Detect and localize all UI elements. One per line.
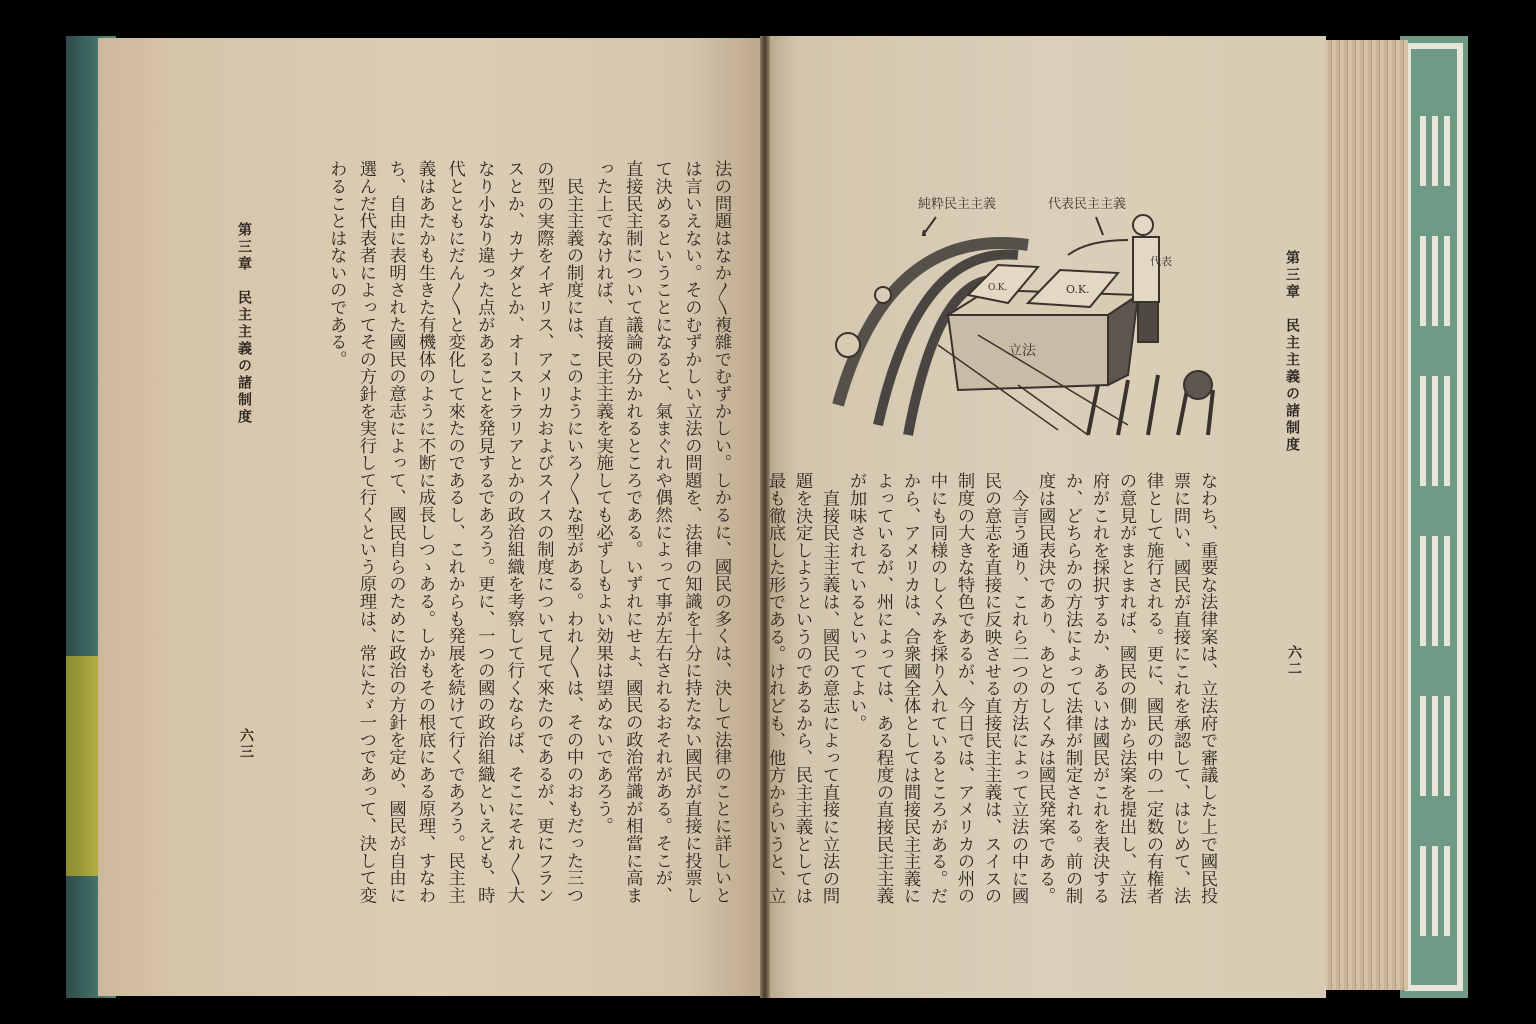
paper-ok-right: O.K. [1066,283,1090,296]
left-running-header: 第三章 民主主義の諸制度 [236,222,252,426]
text-line: 題を決定しようというのであるから、民主主義としては [792,472,812,905]
left-page-number: 六三 [238,728,254,760]
right-running-header: 第三章 民主主義の諸制度 [1284,250,1300,454]
text-line: ち、自由に表明された國民の意志によって、國民自らのために政治の方針を定め、國民が自由に [385,160,406,904]
book-cover-right-edge [1400,36,1468,998]
text-line: が加味されているといってよい。 [846,472,866,732]
cartoon-drawing [828,185,1238,450]
cartoon-illustration [828,185,1238,450]
text-line: わることはないのである。 [326,160,347,368]
text-line: か、どちらかの方法によって法律が制定される。前の制 [1062,472,1082,905]
text-line: 民主主義の制度には、このようにいろ〱な型がある。われ〱は、その中のおもだった三つ [563,160,584,904]
text-line: 今言う通り、これら二つの方法によって立法の中に國 [1008,472,1028,905]
text-line: の意見がまとまれば、國民の側から法案を提出し、立法 [1116,472,1136,905]
text-line: 律として施行される。更に、國民の中の一定数の有権者 [1143,472,1163,905]
label-representative-democracy: 代表民主主義 [1048,197,1127,212]
text-line: の型の実際をイギリス、アメリカおよびスイスの制度について見て來たのであるが、更にフラン [533,160,554,904]
text-line: 度は國民表決であり、あとのしくみは國民発案である。 [1035,472,1055,905]
figure-sash-label: 代表 [1150,255,1172,268]
text-line: 府がこれを採択するか、あるいは國民がこれを表決する [1089,472,1109,905]
text-line: から、アメリカは、合衆國全体としては間接民主主義に [900,472,920,905]
paper-ok-left: O.K. [988,283,1008,293]
text-line: なわち、重要な法律案は、立法府で審議した上で國民投 [1197,472,1217,905]
text-line: 直接民主主義は、國民の意志によって直接に立法の問 [819,472,839,905]
text-line: 代とともにだん〱と変化して來たのであるし、これからも発展を続けて行くであろう。民主主 [444,160,465,904]
left-page-body-text [321,160,735,904]
text-line: 直接民主制について議論の分かれるところである。いずれにせよ、國民の政治常識が相當に高ま [622,160,643,904]
text-line: なり小なり違った点があることを発見するであろう。更に、一つの國の政治組織といえども、時 [474,160,495,904]
text-line: 制度の大きな特色であるが、今日では、アメリカの州の [954,472,974,905]
page-stack-edges [1320,40,1408,990]
cover-pattern [1400,36,1468,998]
text-line: スとか、カナダとか、オーストラリアとかの政治組織を考察して行くならば、そこにそれ〱大 [503,160,524,904]
label-pure-democracy: 純粋民主主義 [918,197,997,212]
text-line: 中にも同様のしくみを採り入れているところがある。だ [927,472,947,905]
desk-label: 立法 [1008,343,1036,359]
right-page-number: 六二 [1286,645,1302,677]
text-line: は言いえない。そのむずかしい立法の問題を、法律の知識を十分に持たない國民が直接に投票し [681,160,702,904]
text-line: 選んだ代表者によってその方針を実行して行くという原理は、常にたゞ一つであって、決して変 [355,160,376,904]
text-line: 法の問題はなか〱複雜でむずかしい。しかるに、國民の多くは、決して法律のことに詳しいと [711,160,731,904]
text-line: った上でなければ、直接民主主義を実施しても必ずしもよい効果は望めないであろう。 [592,160,613,835]
text-line: 票に問い、國民が直接にこれを承認して、はじめて、法 [1170,472,1190,905]
text-line: 義はあたかも生きた有機体のように不断に成長しつゝある。しかもその根底にある原理、すなわ [415,160,436,904]
text-line: よっているが、州によっては、ある程度の直接民主主義 [873,472,893,905]
text-line: 最も徹底した形である。けれども、他方からいうと、立 [765,472,785,905]
text-line: 民の意志を直接に反映させる直接民主主義は、スイスの [981,472,1001,905]
right-page-body-text [761,472,1220,905]
text-line: て決めるということになると、氣まぐれや偶然によって事が左右されるおそれがある。そこが、 [651,160,672,904]
